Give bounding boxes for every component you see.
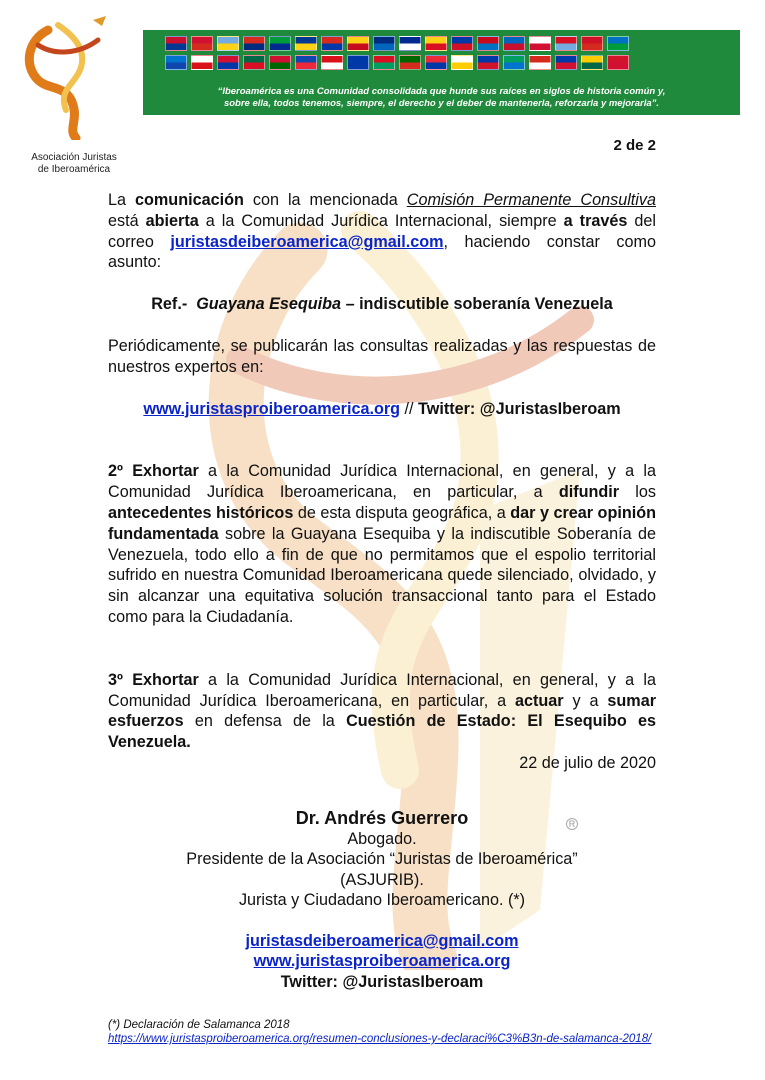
signer-role: Presidente de la Asociación “Juristas de Iberoamérica” xyxy=(186,850,578,868)
text: La xyxy=(108,191,136,209)
flag-row-top xyxy=(165,36,725,51)
text: del correo xyxy=(108,211,656,251)
text: los xyxy=(619,483,656,502)
flag-icon xyxy=(165,36,187,51)
twitter-handle: Twitter: @JuristasIberoam xyxy=(418,399,621,418)
paragraph-third-exhortation xyxy=(108,670,656,753)
signature-website-link[interactable]: www.juristasproiberoamerica.org xyxy=(253,952,511,970)
flag-icon xyxy=(243,36,265,51)
flag-icon xyxy=(321,55,343,70)
flag-icon xyxy=(477,36,499,51)
flag-icon xyxy=(321,36,343,51)
email-link[interactable]: juristasdeiberoamerica@gmail.com xyxy=(170,232,444,251)
bold-text: sumar esfuerzos xyxy=(108,691,656,731)
flag-icon xyxy=(425,36,447,51)
flag-row-bottom xyxy=(165,55,725,70)
text: está xyxy=(108,211,146,230)
header-banner xyxy=(143,30,740,115)
signature-block xyxy=(108,808,656,992)
logo-name-line2: de Iberoamérica xyxy=(37,164,111,175)
text: a la Comunidad Jurídica Internacional, siempre xyxy=(198,211,564,230)
ref-text: – indiscutible soberanía Venezuela xyxy=(345,295,613,314)
flag-icon xyxy=(399,55,421,70)
flag-icon xyxy=(607,36,629,51)
bold-text: comunicación xyxy=(135,191,244,209)
flag-icon xyxy=(347,55,369,70)
bold-text: dar y crear opinión fundamentada xyxy=(108,503,656,543)
flag-icon xyxy=(451,55,473,70)
website-link[interactable]: www.juristasproiberoamerica.org xyxy=(143,399,401,418)
flag-icon xyxy=(347,36,369,51)
text: de esta disputa geográfica, a xyxy=(293,503,511,522)
reference-line xyxy=(108,294,656,315)
logo-name-line1: Asociación Juristas xyxy=(31,152,117,163)
footnote xyxy=(108,1018,656,1046)
text: , haciendo constar como asunto: xyxy=(108,232,656,272)
bold-text: 2º Exhortar xyxy=(108,462,199,481)
flag-icon xyxy=(373,36,395,51)
text: en defensa de la xyxy=(183,712,347,731)
bold-text: difundir xyxy=(558,483,620,502)
flag-icon xyxy=(503,55,525,70)
flag-icon xyxy=(477,55,499,70)
bold-text: a través xyxy=(563,211,628,230)
separator: // xyxy=(400,399,419,418)
signature-email-link[interactable]: juristasdeiberoamerica@gmail.com xyxy=(245,931,519,950)
registered-mark-icon: R xyxy=(566,818,578,830)
flag-icon xyxy=(269,36,291,51)
bold-text: actuar xyxy=(515,691,564,710)
page-number: 2 de 2 xyxy=(613,137,656,154)
flags-strip xyxy=(165,36,725,74)
letter-date: 22 de julio de 2020 xyxy=(519,753,656,772)
text: y a xyxy=(563,691,608,710)
ref-label: Ref.- xyxy=(151,295,188,314)
flag-icon xyxy=(217,36,239,51)
association-logo xyxy=(10,10,130,180)
bold-text: 3º Exhortar xyxy=(108,670,199,689)
flag-icon xyxy=(295,55,317,70)
letter-body xyxy=(108,190,656,774)
flag-icon xyxy=(269,55,291,70)
signer-title: Abogado. xyxy=(347,829,417,848)
flag-icon xyxy=(607,55,629,70)
commission-name: Comisión Permanente Consultiva xyxy=(406,191,656,209)
flag-icon xyxy=(503,36,525,51)
flag-icon xyxy=(243,55,265,70)
flag-icon xyxy=(555,36,577,51)
bold-text: antecedentes históricos xyxy=(108,503,294,522)
flag-icon xyxy=(529,55,551,70)
footnote-note: (*) Declaración de Salamanca 2018 xyxy=(108,1019,290,1031)
signature-twitter: Twitter: @JuristasIberoam xyxy=(280,972,484,991)
banner-motto xyxy=(143,86,740,110)
text: a la Comunidad Jurídica Internacional, en general, y a la Comunidad Jurídica Iberoamericana, en particular, a xyxy=(108,670,656,710)
bold-text: Cuestión de Estado: El Esequibo es Venezuela. xyxy=(108,712,657,752)
bold-text: abierta xyxy=(145,211,199,230)
signer-role-extra: Jurista y Ciudadano Iberoamericano. (*) xyxy=(238,891,526,909)
paragraph-second-exhortation xyxy=(108,461,656,627)
text: sobre la Guayana Esequiba y la indiscutible Soberanía de Venezuela, todo ello a fin de que no permitamos que el espolio territorial sufrido en nuestra Comunidad Iberoamericana quede silenciado, olvidado, y sin alcanzar una equitativa solución transaccional tanto para el Estado como para la Ciudadanía. xyxy=(108,524,656,626)
flag-icon xyxy=(191,36,213,51)
flag-icon xyxy=(581,36,603,51)
motto-line2: sobre ella, todos tenemos, siempre, el derecho y el deber de mantenerla, reforzarla y mejorarla”. xyxy=(223,98,660,109)
signer-name: Dr. Andrés Guerrero xyxy=(295,808,469,828)
text: con la mencionada xyxy=(243,191,407,209)
flag-icon xyxy=(373,55,395,70)
flag-icon xyxy=(425,55,447,70)
flag-icon xyxy=(295,36,317,51)
motto-line1: “Iberoamérica es una Comunidad consolidada que hunde sus raíces en siglos de historia común y, xyxy=(217,86,666,97)
ref-italic: Guayana Esequiba xyxy=(196,295,342,314)
links-line xyxy=(108,399,656,420)
flag-icon xyxy=(581,55,603,70)
flag-icon xyxy=(451,36,473,51)
paragraph-communication xyxy=(108,190,656,273)
text: a la Comunidad Jurídica Internacional, en general, y a la Comunidad Jurídica Iberoamericana, en particular, a xyxy=(108,462,656,502)
signer-role-abbr: (ASJURIB). xyxy=(340,870,424,889)
flag-icon xyxy=(555,55,577,70)
footnote-url-link[interactable]: https://www.juristasproiberoamerica.org/resumen-conclusiones-y-declaraci%C3%B3n-de-salamanca-2018/ xyxy=(108,1033,652,1045)
flag-icon xyxy=(399,36,421,51)
paragraph-publication: Periódicamente, se publicarán las consultas realizadas y las respuestas de nuestros expertos en: xyxy=(108,336,656,376)
flag-icon xyxy=(529,36,551,51)
flag-icon xyxy=(191,55,213,70)
logo-mark-icon xyxy=(18,10,118,140)
flag-icon xyxy=(165,55,187,70)
flag-icon xyxy=(217,55,239,70)
